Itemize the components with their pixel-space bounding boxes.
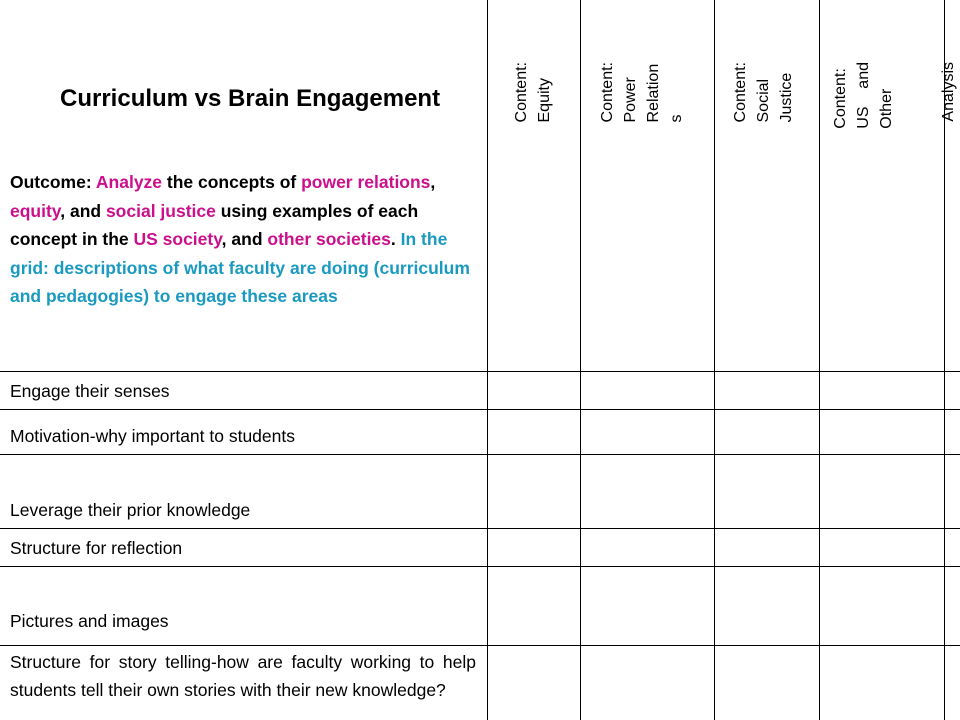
row-label-story-telling: Structure for story telling-how are faculty working to help students tell their own stories with their new knowledge? bbox=[10, 652, 476, 700]
header-line: Relation bbox=[645, 63, 662, 123]
outcome-label: Outcome: bbox=[10, 172, 96, 192]
header-line: Social bbox=[755, 78, 772, 123]
header-line: Content: bbox=[513, 62, 530, 123]
header-line: Power bbox=[622, 77, 639, 123]
column-header-analysis bbox=[937, 62, 960, 122]
outcome-text: , bbox=[430, 172, 436, 192]
column-header-social-justice bbox=[729, 62, 798, 122]
keyword-equity: equity bbox=[10, 200, 61, 221]
header-line: Content: bbox=[599, 62, 616, 123]
keyword-power-relations: power relations bbox=[301, 172, 431, 192]
grid-hline bbox=[0, 528, 960, 529]
header-line: Justice bbox=[778, 72, 795, 123]
outcome-text: using examples of each concept in the bbox=[10, 200, 419, 249]
grid-vline bbox=[487, 0, 488, 720]
row-label-engage-senses: Engage their senses bbox=[10, 381, 170, 401]
outcome-text: , and bbox=[60, 200, 106, 221]
header-line: US and bbox=[855, 62, 872, 129]
header-line: Equity bbox=[536, 78, 553, 123]
row-label-prior-knowledge: Leverage their prior knowledge bbox=[10, 500, 251, 520]
header-line: Other bbox=[878, 88, 895, 129]
grid-hline bbox=[0, 371, 960, 372]
row-label-motivation: Motivation-why important to students bbox=[10, 426, 295, 446]
header-line: Content: bbox=[732, 62, 749, 123]
column-header-power-relations bbox=[596, 62, 688, 122]
outcome-statement bbox=[10, 168, 480, 311]
outcome-text: , and bbox=[221, 229, 268, 249]
row-label-pictures-images: Pictures and images bbox=[10, 611, 169, 631]
grid-vline bbox=[714, 0, 715, 720]
header-line: Analysis bbox=[940, 62, 957, 122]
keyword-other-societies: other societies bbox=[267, 229, 391, 249]
keyword-social-justice: social justice bbox=[105, 200, 216, 221]
grid-hline bbox=[0, 454, 960, 455]
grid-hline bbox=[0, 566, 960, 567]
grid-hline bbox=[0, 409, 960, 410]
row-label-reflection: Structure for reflection bbox=[10, 538, 183, 558]
column-header-equity bbox=[510, 62, 556, 122]
keyword-us-society: US society bbox=[133, 229, 222, 249]
header-line: Content: bbox=[832, 68, 849, 129]
outcome-text: the concepts of bbox=[162, 172, 302, 192]
grid-hline bbox=[0, 645, 960, 646]
outcome-text: . bbox=[390, 229, 401, 249]
column-header-us-and-other bbox=[829, 62, 898, 129]
grid-vline bbox=[819, 0, 820, 720]
page-title: Curriculum vs Brain Engagement bbox=[60, 85, 441, 112]
grid-note: In the grid: descriptions of what faculty are doing (curriculum and pedagogies) to engage these areas bbox=[10, 229, 470, 306]
grid-vline bbox=[580, 0, 581, 720]
header-line: s bbox=[668, 114, 685, 123]
keyword-analyze: Analyze bbox=[95, 172, 163, 192]
